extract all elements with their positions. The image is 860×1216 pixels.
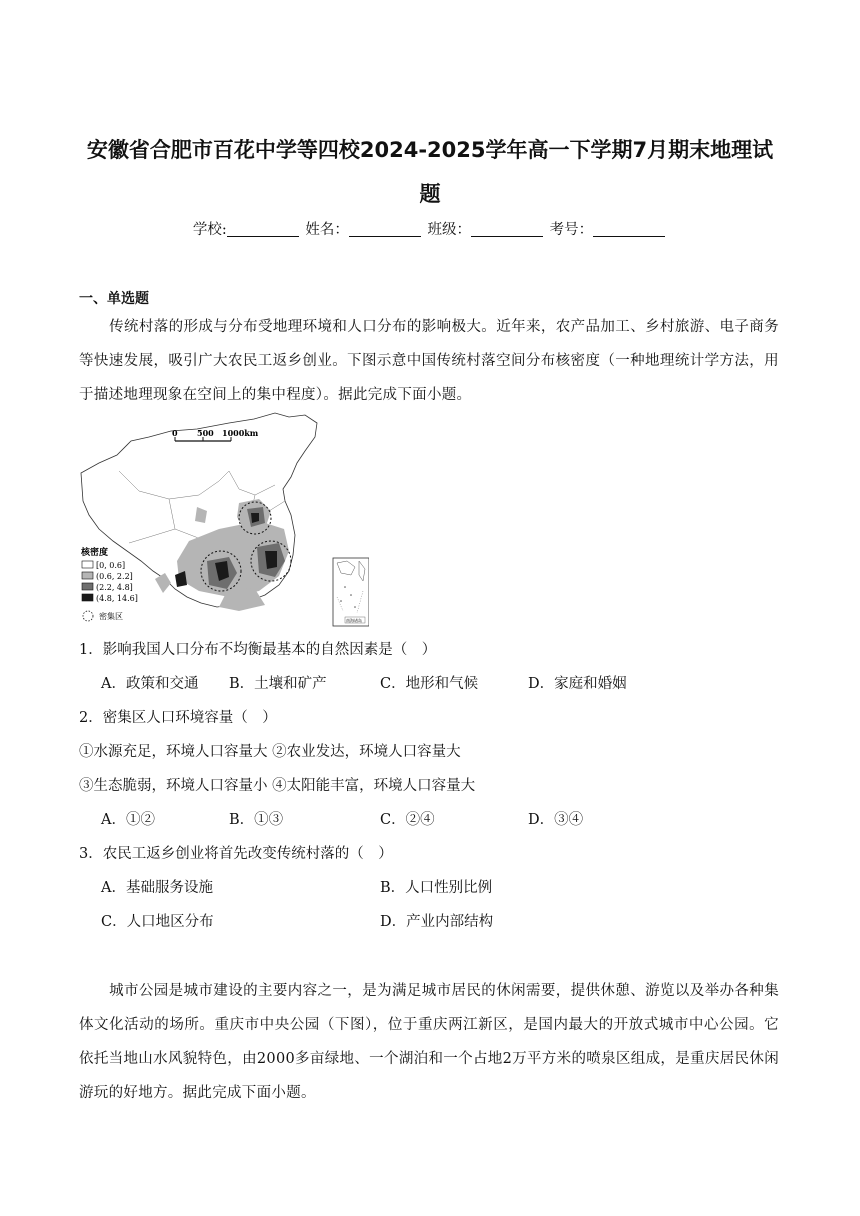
passage-2-text: 城市公园是城市建设的主要内容之一，是为满足城市居民的休闲需要，提供休憩、游览以及举办各种集体文化活动的场所。重庆市中央公园（下图），位于重庆两江新区，是国内最大的开放式城市中心公园。它依托当地山水风貌特色，由2000多亩绿地、一个湖泊和一个占地2万平方米的喷泉区组成，是重庆居民休闲游玩的好地方。据此完成下面小题。 bbox=[79, 983, 779, 1101]
class-label: 班级： bbox=[427, 222, 471, 238]
legend-swatch bbox=[82, 583, 93, 590]
school-label: 学校: bbox=[192, 222, 227, 238]
exam-number-label: 考号： bbox=[549, 222, 594, 238]
document-title-line1: 安徽省合肥市百花中学等四校2024-2025学年高一下学期7月期末地理试 bbox=[86, 138, 774, 162]
legend-swatch bbox=[82, 572, 93, 579]
question-3-option-d[interactable]: D．产业内部结构 bbox=[380, 914, 494, 930]
question-2-stem: 2．密集区人口环境容量（ ） bbox=[79, 710, 277, 726]
school-blank bbox=[227, 222, 299, 237]
village-density-map bbox=[79, 411, 369, 629]
passage-2 bbox=[79, 974, 779, 1110]
legend-title: 核密度 bbox=[81, 548, 109, 558]
legend-label: (0.6, 2.2] bbox=[96, 572, 133, 581]
question-3-stem: 3．农民工返乡创业将首先改变传统村落的（ ） bbox=[79, 846, 393, 862]
name-label: 姓名： bbox=[305, 222, 349, 238]
question-1-stem: 1．影响我国人口分布不均衡最基本的自然因素是（ ） bbox=[79, 642, 437, 658]
question-2-statement-2: ③生态脆弱，环境人口容量小 ④太阳能丰富，环境人口容量大 bbox=[79, 778, 476, 794]
legend-cluster-label: 密集区 bbox=[99, 612, 123, 621]
legend-swatch bbox=[82, 594, 93, 601]
inset-frame bbox=[333, 558, 369, 626]
legend bbox=[82, 561, 138, 603]
question-2-option-b[interactable]: B．①③ bbox=[229, 812, 284, 828]
question-1-option-d[interactable]: D．家庭和婚姻 bbox=[528, 676, 627, 692]
passage-1-text: 传统村落的形成与分布受地理环境和人口分布的影响极大。近年来，农产品加工、乡村旅游、电子商务等快速发展，吸引广大农民工返乡创业。下图示意中国传统村落空间分布核密度（一种地理统计学方法，用于描述地理现象在空间上的集中程度）。据此完成下面小题。 bbox=[79, 319, 779, 403]
document-title-line2: 题 bbox=[419, 182, 441, 206]
section-title: 一、单选题 bbox=[79, 291, 149, 307]
legend-label: [0, 0.6] bbox=[96, 561, 126, 570]
class-blank bbox=[471, 222, 543, 237]
question-1-option-b[interactable]: B．土壤和矿产 bbox=[229, 676, 327, 692]
question-3-option-b[interactable]: B．人口性别比例 bbox=[380, 880, 493, 896]
legend-swatch bbox=[82, 561, 93, 568]
question-2-option-c[interactable]: C．②④ bbox=[380, 812, 435, 828]
passage-1 bbox=[79, 310, 779, 412]
question-1-option-c[interactable]: C．地形和气候 bbox=[380, 676, 479, 692]
legend-cluster-icon bbox=[83, 611, 93, 621]
question-3-option-c[interactable]: C．人口地区分布 bbox=[101, 914, 214, 930]
question-2-statement-1: ①水源充足，环境人口容量大 ②农业发达，环境人口容量大 bbox=[79, 744, 461, 760]
inset-label: 南海诸岛 bbox=[346, 618, 362, 623]
question-2-option-a[interactable]: A．①② bbox=[101, 812, 155, 828]
scale-label-500: 500 bbox=[197, 428, 214, 438]
question-2-option-d[interactable]: D．③④ bbox=[528, 812, 584, 828]
name-blank bbox=[349, 222, 421, 237]
scale-label-1000: 1000km bbox=[222, 428, 259, 438]
legend-label: (2.2, 4.8] bbox=[96, 583, 133, 592]
question-1-option-a[interactable]: A．政策和交通 bbox=[101, 676, 199, 692]
legend-label: (4.8, 14.6] bbox=[96, 594, 138, 603]
exam-number-blank bbox=[593, 222, 665, 237]
question-3-option-a[interactable]: A．基础服务设施 bbox=[101, 880, 213, 896]
student-info-line bbox=[0, 218, 860, 239]
scale-label-0: 0 bbox=[172, 428, 178, 438]
